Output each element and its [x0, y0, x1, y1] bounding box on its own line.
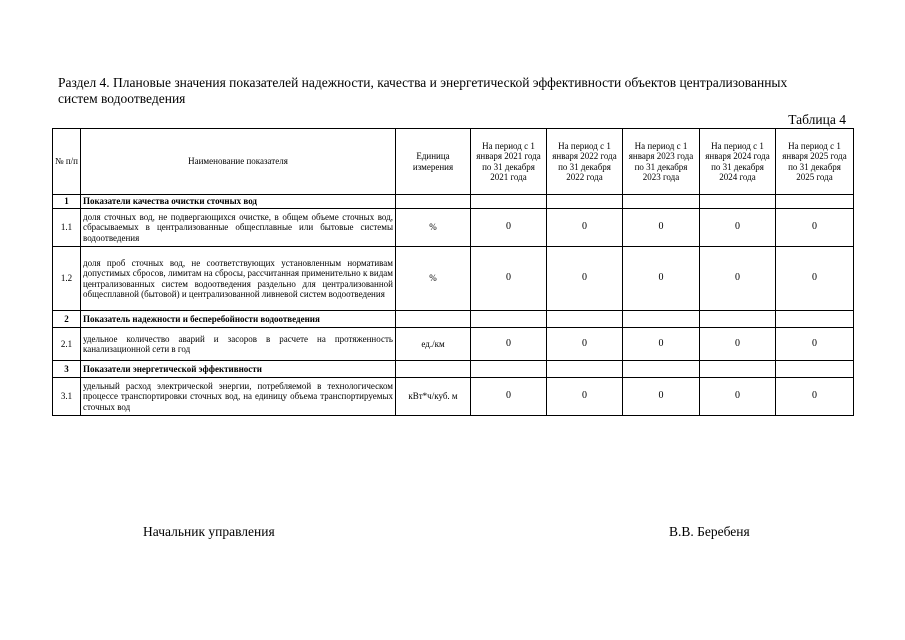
- row-value: 0: [700, 378, 776, 416]
- row-value: 0: [776, 209, 854, 247]
- header-name: Наименование показателя: [81, 129, 396, 195]
- row-unit: кВт*ч/куб. м: [396, 378, 471, 416]
- row-unit: %: [396, 247, 471, 311]
- row-name: Показатели энергетической эффективности: [81, 361, 396, 378]
- row-name: доля сточных вод, не подвергающихся очистке, в общем объеме сточных вод, сбрасываемых в централизованные общесплавные или бытовые системы водоотведения: [81, 209, 396, 247]
- row-value: [700, 195, 776, 209]
- row-unit: [396, 361, 471, 378]
- row-value: 0: [623, 378, 700, 416]
- row-value: 0: [623, 209, 700, 247]
- row-num: 3.1: [53, 378, 81, 416]
- header-period-2022: На период с 1 января 2022 года по 31 декабря 2022 года: [547, 129, 623, 195]
- row-num: 2.1: [53, 328, 81, 361]
- row-value: [547, 311, 623, 328]
- row-value: 0: [547, 328, 623, 361]
- row-value: 0: [547, 247, 623, 311]
- header-period-2023: На период с 1 января 2023 года по 31 декабря 2023 года: [623, 129, 700, 195]
- row-unit: [396, 195, 471, 209]
- row-value: [700, 361, 776, 378]
- row-value: 0: [700, 328, 776, 361]
- header-unit: Единица измерения: [396, 129, 471, 195]
- row-value: 0: [471, 247, 547, 311]
- indicators-table: [52, 128, 854, 416]
- header-num: № п/п: [53, 129, 81, 195]
- signature-position: Начальник управления: [143, 524, 275, 539]
- row-name: удельный расход электрической энергии, потребляемой в технологическом процессе транспортировки сточных вод, на единицу объема транспортируемых сточных вод: [81, 378, 396, 416]
- table-row: [53, 378, 854, 416]
- row-value: 0: [471, 328, 547, 361]
- table-row: [53, 311, 854, 328]
- row-value: [471, 361, 547, 378]
- table-row: [53, 247, 854, 311]
- row-unit: %: [396, 209, 471, 247]
- row-value: 0: [471, 378, 547, 416]
- row-value: 0: [623, 247, 700, 311]
- table-row: [53, 209, 854, 247]
- row-value: [623, 361, 700, 378]
- row-value: [623, 311, 700, 328]
- row-value: 0: [547, 209, 623, 247]
- table-row: [53, 195, 854, 209]
- row-value: [700, 311, 776, 328]
- row-value: [776, 311, 854, 328]
- row-value: [623, 195, 700, 209]
- header-row: [53, 129, 854, 195]
- row-name: Показатели качества очистки сточных вод: [81, 195, 396, 209]
- header-period-2024: На период с 1 января 2024 года по 31 декабря 2024 года: [700, 129, 776, 195]
- row-num: 2: [53, 311, 81, 328]
- table-row: [53, 361, 854, 378]
- section-title: Раздел 4. Плановые значения показателей надежности, качества и энергетической эффективности объектов централизованных систем водоотведения: [58, 75, 788, 106]
- row-name: удельное количество аварий и засоров в расчете на протяженность канализационной сети в год: [81, 328, 396, 361]
- row-value: [547, 195, 623, 209]
- row-value: 0: [776, 328, 854, 361]
- signature-name: В.В. Беребеня: [669, 524, 750, 539]
- row-unit: [396, 311, 471, 328]
- row-value: 0: [623, 328, 700, 361]
- row-num: 1.2: [53, 247, 81, 311]
- table-label: Таблица 4: [788, 112, 846, 127]
- row-value: [547, 361, 623, 378]
- row-value: 0: [700, 209, 776, 247]
- table-row: [53, 328, 854, 361]
- row-value: [776, 361, 854, 378]
- row-value: [471, 311, 547, 328]
- row-name: Показатель надежности и бесперебойности водоотведения: [81, 311, 396, 328]
- row-num: 1.1: [53, 209, 81, 247]
- row-unit: ед./км: [396, 328, 471, 361]
- row-num: 3: [53, 361, 81, 378]
- header-period-2021: На период с 1 января 2021 года по 31 декабря 2021 года: [471, 129, 547, 195]
- row-value: 0: [776, 247, 854, 311]
- row-name: доля проб сточных вод, не соответствующих установленным нормативам допустимых сбросов, лимитам на сбросы, рассчитанная применительно к видам централизованных систем водоотведения раздельно для централизованной общесплавной (бытовой) и централизованной ливневой систем водоотведения: [81, 247, 396, 311]
- header-period-2025: На период с 1 января 2025 года по 31 декабря 2025 года: [776, 129, 854, 195]
- row-value: 0: [776, 378, 854, 416]
- row-value: [776, 195, 854, 209]
- row-value: 0: [547, 378, 623, 416]
- row-value: 0: [700, 247, 776, 311]
- row-value: [471, 195, 547, 209]
- row-value: 0: [471, 209, 547, 247]
- row-num: 1: [53, 195, 81, 209]
